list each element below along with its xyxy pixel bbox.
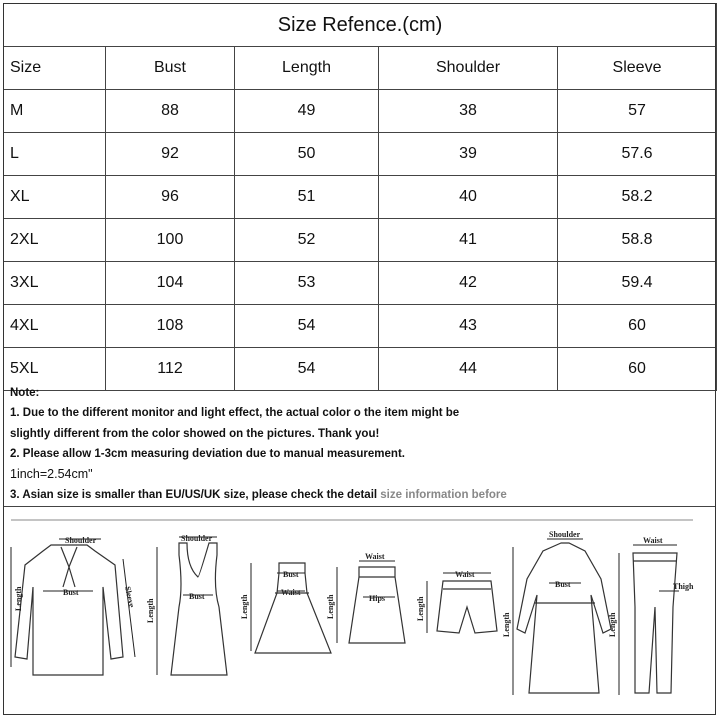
cell: 100	[106, 219, 235, 262]
cell: 54	[235, 305, 379, 348]
note-3-text: 3. Asian size is smaller than EU/US/UK size, please check the detail	[10, 489, 378, 501]
label-waist-7: Waist	[643, 536, 663, 545]
cell: 52	[235, 219, 379, 262]
cell: 3XL	[4, 262, 106, 305]
cell: 104	[106, 262, 235, 305]
note-1a: 1. Due to the different monitor and light effect, the actual color o the item might be	[10, 407, 460, 419]
label-waist-4: Waist	[365, 552, 385, 561]
note-2: 2. Please allow 1-3cm measuring deviation due to manual measurement.	[10, 448, 405, 460]
cell: 44	[379, 348, 558, 391]
cell: 60	[558, 348, 717, 391]
label-waist-5: Waist	[455, 570, 475, 579]
label-shoulder-6: Shoulder	[549, 530, 581, 539]
cell: 50	[235, 133, 379, 176]
label-bust-1: Bust	[63, 588, 79, 597]
cell: 41	[379, 219, 558, 262]
cell: XL	[4, 176, 106, 219]
cell: 53	[235, 262, 379, 305]
note-2b: 1inch=2.54cm"	[10, 467, 93, 481]
note-3-tail: size information before	[377, 489, 507, 501]
header-shoulder: Shoulder	[379, 47, 558, 90]
cell: 42	[379, 262, 558, 305]
notes-heading: Note:	[10, 387, 40, 399]
label-length-6: Length	[502, 612, 511, 637]
cell: 96	[106, 176, 235, 219]
cell: 60	[558, 305, 717, 348]
cell: 5XL	[4, 348, 106, 391]
cell: 59.4	[558, 262, 717, 305]
cell: 112	[106, 348, 235, 391]
cell: 38	[379, 90, 558, 133]
label-length-7: Length	[608, 612, 617, 637]
label-waist-3: Waist	[281, 588, 301, 597]
cell: 57.6	[558, 133, 717, 176]
cell: 4XL	[4, 305, 106, 348]
cell: 58.2	[558, 176, 717, 219]
label-length-4: Length	[326, 594, 335, 619]
cell: 54	[235, 348, 379, 391]
cell: 49	[235, 90, 379, 133]
label-sleeve-1: Sleeve	[123, 585, 137, 609]
label-length-1: Length	[14, 586, 23, 611]
outer-border	[3, 3, 716, 715]
cell: L	[4, 133, 106, 176]
label-thigh-7: Thigh	[673, 582, 694, 591]
cell: M	[4, 90, 106, 133]
label-shoulder-1: Shoulder	[65, 536, 97, 545]
header-length: Length	[235, 47, 379, 90]
cell: 57	[558, 90, 717, 133]
table-title: Size Refence.(cm)	[4, 4, 717, 47]
label-hips-4: Hips	[369, 594, 386, 603]
label-bust-2: Bust	[189, 592, 205, 601]
cell: 43	[379, 305, 558, 348]
cell: 92	[106, 133, 235, 176]
label-length-2: Length	[146, 598, 155, 623]
label-bust-6: Bust	[555, 580, 571, 589]
label-length-3: Length	[240, 594, 249, 619]
header-bust: Bust	[106, 47, 235, 90]
cell: 40	[379, 176, 558, 219]
label-length-5: Length	[416, 596, 425, 621]
label-shoulder-2: Shoulder	[181, 534, 213, 543]
cell: 108	[106, 305, 235, 348]
cell: 51	[235, 176, 379, 219]
header-sleeve: Sleeve	[558, 47, 717, 90]
cell: 39	[379, 133, 558, 176]
label-bust-3: Bust	[283, 570, 299, 579]
note-1b: slightly different from the color showed on the pictures. Thank you!	[10, 428, 380, 440]
cell: 2XL	[4, 219, 106, 262]
header-size: Size	[4, 47, 106, 90]
cell: 58.8	[558, 219, 717, 262]
cell: 88	[106, 90, 235, 133]
